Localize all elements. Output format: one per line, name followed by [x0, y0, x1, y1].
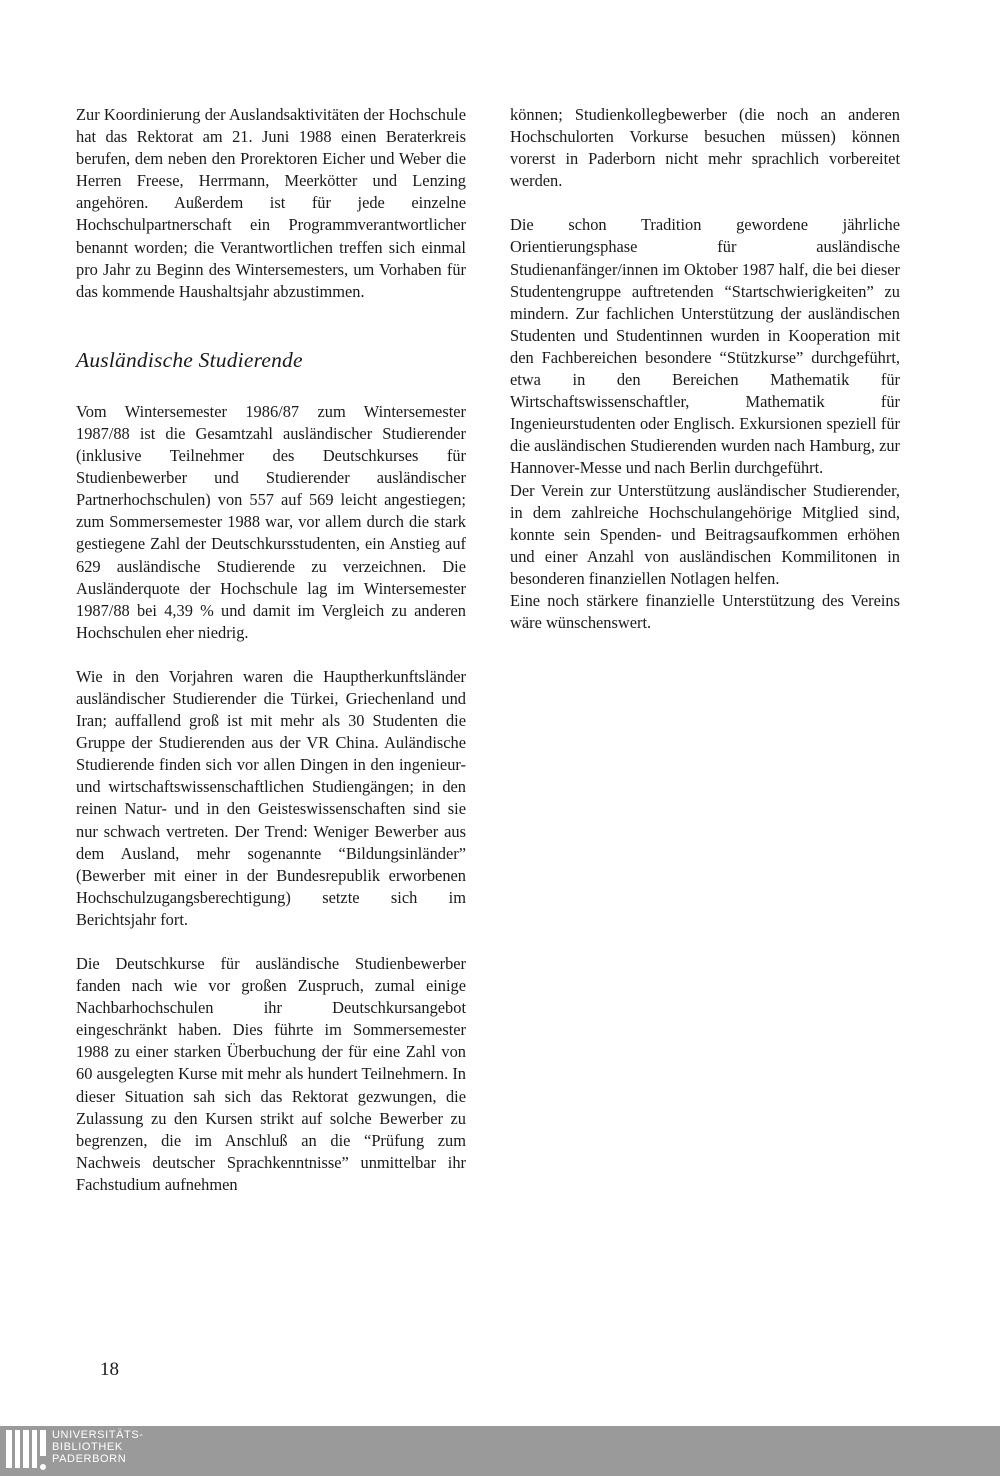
library-logo-icon	[6, 1430, 46, 1472]
section-heading: Ausländische Studierende	[76, 347, 303, 372]
left-paragraph-1: Zur Koordinierung der Auslandsaktivitäten der Hochschule hat das Rektorat am 21. Juni 1988 einen Beraterkreis berufen, dem neben den Prorektoren Eicher und Weber die Herren Freese, Herrmann, Meerkötter und Lenzing angehören. Außerdem ist für jede einzelne Hochschulpartnerschaft ein Programmverantwortlicher benannt worden; die Verantwortlichen treffen sich einmal pro Jahr zu Beginn des Wintersemesters, um Vorhaben für das kommende Haushaltsjahr abzustimmen.	[76, 105, 466, 301]
left-paragraph-4: Die Deutschkurse für ausländische Studienbewerber fanden nach wie vor großen Zuspruch, zumal einige Nachbarhochschulen ihr Deutschkursangebot eingeschränkt haben. Dies führte im Sommersemester 1988 zu einer starken Überbuchung der für eine Zahl von 60 ausgelegten Kurse mit mehr als hundert Teilnehmern. In dieser Situation sah sich das Rektorat gezwungen, die Zulassung zu den Kursen strikt auf solche Bewerber zu begrenzen, die im Anschluß an die “Prüfung zum Nachweis deutscher Sprachkenntnisse” unmittelbar ihr Fachstudium aufnehmen	[76, 954, 466, 1194]
logo-line-1: UNIVERSITÄTS-	[52, 1429, 144, 1441]
right-paragraph-4: Eine noch stärkere finanzielle Unterstützung des Vereins wäre wünschenswert.	[510, 590, 900, 633]
page-number: 18	[100, 1359, 119, 1380]
library-logo-text	[52, 1429, 144, 1465]
logo-line-3: PADERBORN	[52, 1453, 127, 1465]
left-paragraph-2: Vom Wintersemester 1986/87 zum Wintersemester 1987/88 ist die Gesamtzahl ausländischer Studierender (inklusive Teilnehmer des Deutschkurses für Studienbewerber und Studierender ausländischer Partnerhochschulen) von 557 auf 569 leicht angestiegen; zum Sommersemester 1988 war, vor allem durch die stark gestiegene Zahl der Deutschkursstudenten, ein Anstieg auf 629 ausländische Studierende zu verzeichnen. Die Ausländerquote der Hochschule lag im Wintersemester 1987/88 bei 4,39 % und damit im Vergleich zu anderen Hochschulen eher niedrig.	[76, 401, 466, 642]
logo-line-2: BIBLIOTHEK	[52, 1441, 123, 1453]
left-column	[76, 104, 466, 1196]
right-paragraph-2: Die schon Tradition gewordene jährliche Orientierungsphase für ausländische Studienanfänger/innen im Oktober 1987 half, die bei dieser Studentengruppe auftretenden “Startschwierigkeiten” zu mindern. Zur fachlichen Unterstützung der ausländischen Studenten und Studentinnen wurden in Kooperation mit den Fachbereichen besondere “Stützkurse” durchgeführt, etwa in den Bereichen Mathematik für Wirtschaftswissenschaftler, Mathematik für Ingenieurstudenten oder Englisch. Exkursionen speziell für die ausländischen Studierenden wurden nach Hamburg, zur Hannover-Messe und nach Berlin durchgeführt.	[510, 215, 900, 478]
left-paragraph-3: Wie in den Vorjahren waren die Hauptherkunftsländer ausländischer Studierender die Türkei, Griechenland und Iran; auffallend groß ist mit mehr als 30 Studenten die Gruppe der Studierenden aus der VR China. Auländische Studierende finden sich vor allen Dingen in den ingenieur- und wirtschaftswissenschaftlichen Studiengängen; in den reinen Natur- und in den Geisteswissenschaften sind sie nur schwach vertreten. Der Trend: Weniger Bewerber aus dem Ausland, mehr sogenannte “Bildungsinländer” (Bewerber mit einer in der Bundesrepublik erworbenen Hochschulzugangsberechtigung) setzte sich im Berichtsjahr fort.	[76, 666, 466, 929]
right-paragraph-3: Der Verein zur Unterstützung ausländischer Studierender, in dem zahlreiche Hochschulangehörige Mitglied sind, konnte sein Spenden- und Beitragsaufkommen erhöhen und einer Anzahl von ausländischen Kommilitonen in besonderen finanziellen Notlagen helfen.	[510, 480, 900, 588]
right-paragraph-1: können; Studienkollegbewerber (die noch an anderen Hochschulorten Vorkurse besuchen müssen) können vorerst in Paderborn nicht mehr sprachlich vorbereitet werden.	[510, 105, 900, 191]
right-column	[510, 104, 900, 634]
library-footer-bar	[0, 1426, 1000, 1476]
